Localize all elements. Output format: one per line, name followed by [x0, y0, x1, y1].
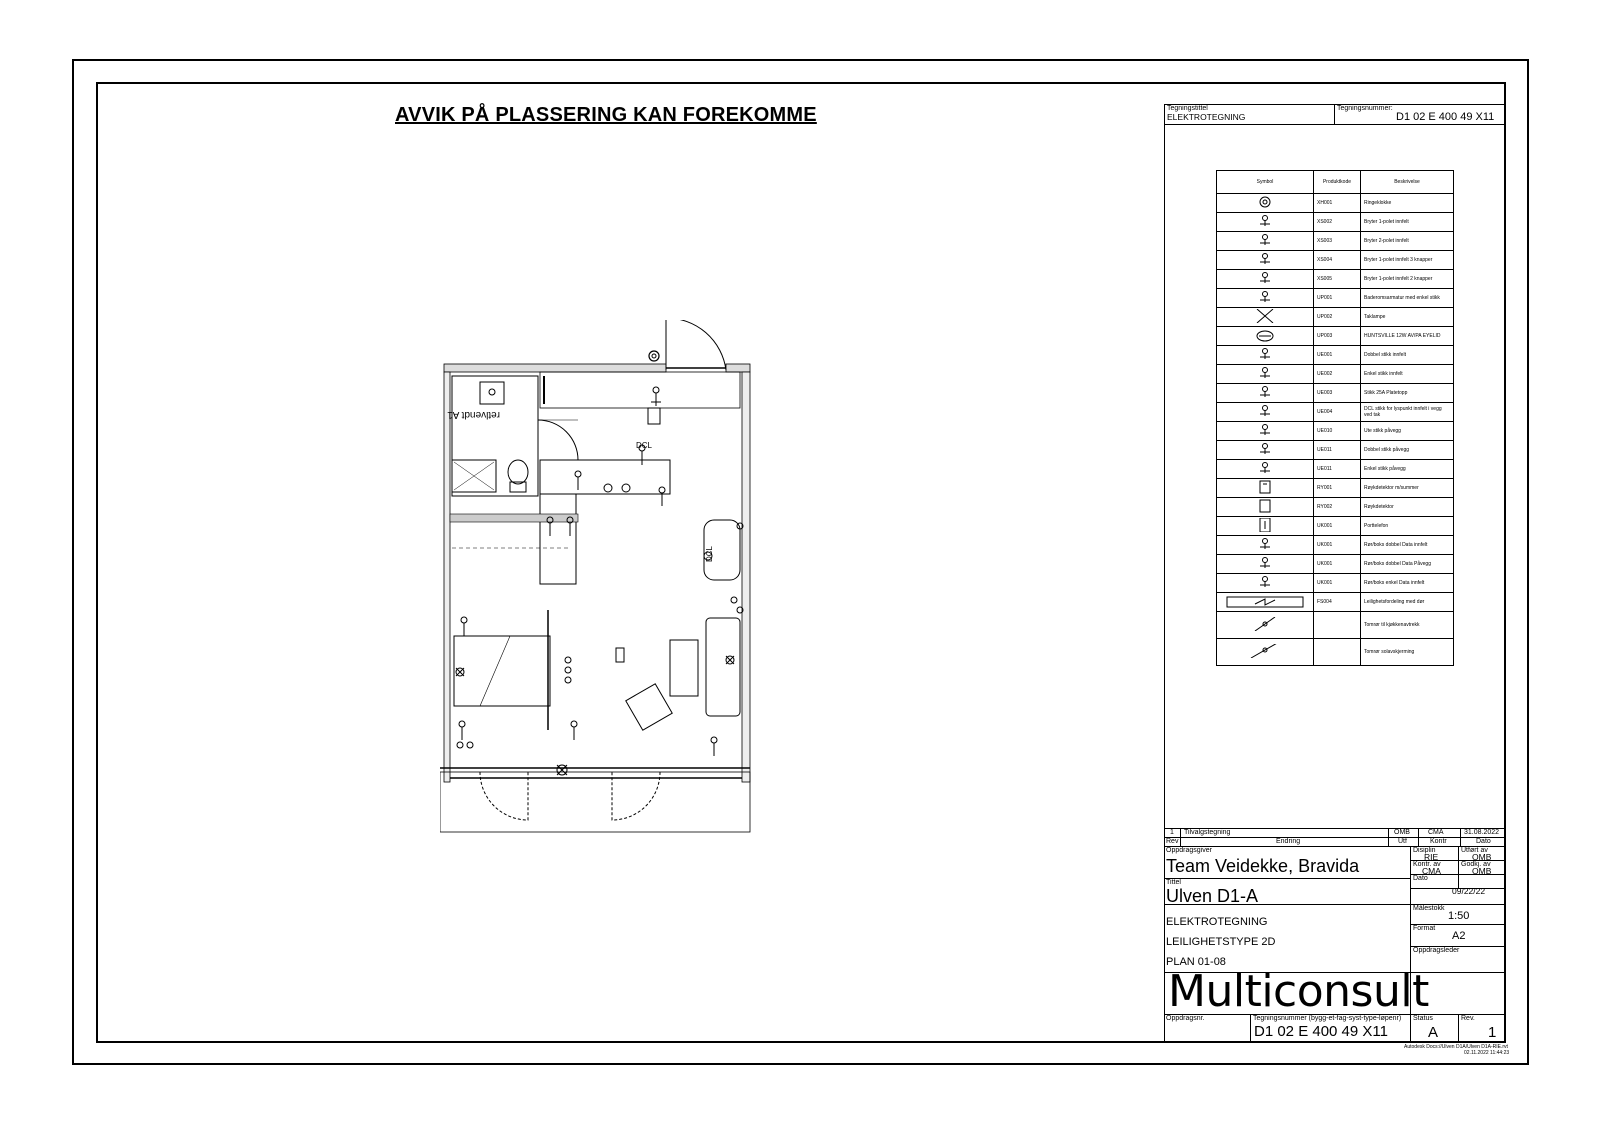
status: A	[1428, 1024, 1439, 1041]
legend-row	[1217, 194, 1454, 213]
checked-label: Kontr. av	[1413, 861, 1441, 868]
revision-number: 1	[1170, 829, 1174, 836]
multiconsult-logo: Multiconsult	[1168, 966, 1429, 1017]
legend-code: UE003	[1314, 384, 1361, 403]
wall-top-right	[726, 364, 750, 372]
toilet	[508, 460, 528, 484]
drawing-title: ELEKTROTEGNING	[1167, 112, 1246, 122]
legend-code: UP001	[1314, 289, 1361, 308]
dcl-label-living: DCL	[705, 545, 714, 562]
data-double-icon	[1217, 536, 1314, 555]
legend-row	[1217, 555, 1454, 574]
bathroom	[452, 376, 538, 496]
legend-description: Røykdetektor m/summer	[1361, 479, 1454, 498]
wall-left	[444, 372, 450, 782]
date-label: Dato	[1413, 875, 1428, 882]
legend-code: XS002	[1314, 213, 1361, 232]
legend-row	[1217, 517, 1454, 536]
legend-code	[1314, 639, 1361, 666]
legend-description: DCL stikk for lyspunkt innfelt i vegg ved tak	[1361, 403, 1454, 422]
legend-row	[1217, 232, 1454, 251]
smoke-detector-sounder-icon	[1217, 479, 1314, 498]
title-line-1: ELEKTROTEGNING	[1166, 916, 1268, 928]
legend-description: HUNTSVILLE 12W AV/PA EYELID	[1361, 327, 1454, 346]
legend-code: UK001	[1314, 555, 1361, 574]
assignment-label: Oppdragsnr.	[1166, 1015, 1205, 1022]
legend-description: Tomrør til kjøkkenavtrekk	[1361, 612, 1454, 639]
client-label: Oppdragsgiver	[1166, 847, 1212, 854]
kontr-header: Kontr	[1430, 838, 1447, 845]
distribution-board-icon	[1217, 593, 1314, 612]
legend-code: UE001	[1314, 346, 1361, 365]
legend-code: UE002	[1314, 365, 1361, 384]
legend-row	[1217, 213, 1454, 232]
coffee-table	[670, 640, 698, 696]
legend-header-row	[1217, 171, 1454, 194]
ceiling-lamp-icon	[1217, 308, 1314, 327]
outer-wall	[448, 368, 748, 778]
drawing-number: D1 02 E 400 49 X11	[1254, 1023, 1388, 1040]
legend-row	[1217, 612, 1454, 639]
legend-description: Taklampe	[1361, 308, 1454, 327]
smoke-detector-icon	[1217, 498, 1314, 517]
legend-row	[1217, 365, 1454, 384]
dcl-label-kitchen: DCL	[636, 441, 653, 450]
drawing-number-header: D1 02 E 400 49 X11	[1396, 111, 1495, 123]
outlet-surface-icon	[1217, 422, 1314, 441]
legend-row	[1217, 460, 1454, 479]
legend-code: UP003	[1314, 327, 1361, 346]
scale-label: Målestokk	[1413, 905, 1445, 912]
legend-code: FS004	[1314, 593, 1361, 612]
legend-description: Baderomsarmatur med enkel stikk	[1361, 289, 1454, 308]
legend-row	[1217, 441, 1454, 460]
legend-code: RY002	[1314, 498, 1361, 517]
title-line-2: LEILIGHETSTYPE 2D	[1166, 936, 1276, 948]
switch-2-pole-icon	[1217, 232, 1314, 251]
entrance-door-arc	[666, 320, 726, 370]
wardrobe	[540, 372, 740, 408]
legend-code: UK001	[1314, 536, 1361, 555]
legend-row	[1217, 270, 1454, 289]
file-path: Autodesk Docs://Ulven D1A/Ulven D1A-RIE.rvt	[1404, 1044, 1508, 1050]
status-label: Status	[1413, 1015, 1433, 1022]
legend-description: Stikk 25A Platetopp	[1361, 384, 1454, 403]
single-outlet-surface-icon	[1217, 460, 1314, 479]
file-date: 02.11.2022 11:44:23	[1464, 1050, 1510, 1056]
legend-description: Ringeklokke	[1361, 194, 1454, 213]
legend-table	[1216, 170, 1454, 666]
wall-top-left	[444, 364, 666, 372]
legend-description: Bryter 2-polet innfelt	[1361, 232, 1454, 251]
format-label: Format	[1413, 925, 1436, 932]
balcony-door-left	[480, 772, 528, 820]
title-line-3: PLAN 01-08	[1166, 956, 1226, 968]
legend-row	[1217, 289, 1454, 308]
approved: OMB	[1472, 866, 1492, 876]
outdoor-light-icon	[1217, 327, 1314, 346]
rev: 1	[1488, 1024, 1497, 1041]
switch-2-buttons-icon	[1217, 270, 1314, 289]
utf-header: Utf	[1398, 838, 1407, 845]
revision-date: 31.08.2022	[1464, 829, 1500, 836]
legend-row	[1217, 384, 1454, 403]
dato-header: Dato	[1476, 838, 1491, 845]
legend-description: Leilighetsfordeling med dør	[1361, 593, 1454, 612]
legend-description: Enkel stikk innfelt	[1361, 365, 1454, 384]
wall-right	[742, 372, 750, 782]
legend-col-description: Beskrivelse	[1361, 171, 1454, 194]
discipline: RIE	[1424, 852, 1439, 862]
legend-description: Bryter 1-polet innfelt	[1361, 213, 1454, 232]
legend-row	[1217, 346, 1454, 365]
legend-description: Rør/boks dobbel Data Påvegg	[1361, 555, 1454, 574]
legend-row	[1217, 536, 1454, 555]
legend-code: UE010	[1314, 422, 1361, 441]
double-outlet-icon	[1217, 346, 1314, 365]
sofa	[706, 618, 740, 716]
legend-code: UK001	[1314, 574, 1361, 593]
legend-code: XS003	[1314, 232, 1361, 251]
bed	[454, 636, 550, 706]
doorbell-inner	[652, 354, 656, 358]
legend-code: XS005	[1314, 270, 1361, 289]
rev-header: Rev	[1166, 838, 1179, 845]
bedroom-wall	[450, 514, 578, 522]
doorbell-icon	[1217, 194, 1314, 213]
legend-description: Bryter 1-polet innfelt 3 knapper	[1361, 251, 1454, 270]
legend-row	[1217, 479, 1454, 498]
project-title: Ulven D1-A	[1166, 886, 1259, 906]
data-double-surface-icon	[1217, 555, 1314, 574]
title-label: Tittel	[1166, 879, 1181, 886]
legend-row	[1217, 639, 1454, 666]
data-single-icon	[1217, 574, 1314, 593]
bathroom-door-arc	[538, 420, 578, 460]
legend-description: Bryter 1-polet innfelt 2 knapper	[1361, 270, 1454, 289]
conduit-shading-icon	[1217, 639, 1314, 666]
legend-row	[1217, 403, 1454, 422]
legend-description: Dobbel stikk innfelt	[1361, 346, 1454, 365]
legend-code: XS004	[1314, 251, 1361, 270]
stove-outlet-icon	[1217, 384, 1314, 403]
checked: CMA	[1422, 866, 1441, 876]
legend-code: UE011	[1314, 460, 1361, 479]
balcony-door-right	[612, 772, 660, 820]
rev-label: Rev.	[1461, 1015, 1475, 1022]
legend-description: Tomrør solavskjerming	[1361, 639, 1454, 666]
legend-row	[1217, 327, 1454, 346]
revision-utf: OMB	[1394, 829, 1410, 836]
executed-label: Utført av	[1461, 847, 1488, 854]
dcl-outlet-icon	[1217, 403, 1314, 422]
double-outlet-surface-icon	[1217, 441, 1314, 460]
legend-row	[1217, 422, 1454, 441]
legend-row	[1217, 498, 1454, 517]
conduit-ventilator-icon	[1217, 612, 1314, 639]
balcony	[440, 772, 750, 832]
revision-kontr: CMA	[1428, 829, 1444, 836]
date: 09/22/22	[1452, 886, 1486, 896]
approved-label: Godkj. av	[1461, 861, 1491, 868]
revision-change: Tilvalgstegning	[1184, 829, 1231, 836]
kitchen-counter	[540, 460, 670, 494]
legend-description: Rør/boks enkel Data innfelt	[1361, 574, 1454, 593]
legend-description: Rør/boks dobbel Data innfelt	[1361, 536, 1454, 555]
discipline-label: Disiplin	[1413, 847, 1436, 854]
chair	[626, 684, 672, 730]
electrical-symbols	[456, 387, 743, 775]
legend-row	[1217, 251, 1454, 270]
legend-description: Ute stikk påvegg	[1361, 422, 1454, 441]
executed: OMB	[1472, 852, 1492, 862]
scale: 1:50	[1448, 910, 1470, 922]
project-manager-label: Oppdragsleder	[1413, 947, 1460, 954]
legend-row	[1217, 574, 1454, 593]
switch-1-pole-icon	[1217, 213, 1314, 232]
washbasin	[480, 382, 504, 404]
drawing-title-label: Tegningstittel	[1167, 105, 1208, 112]
number-label: Tegningsnummer (bygg-et-fag-syst-type-løpenr)	[1253, 1015, 1402, 1022]
legend-code: RY001	[1314, 479, 1361, 498]
single-outlet-icon	[1217, 365, 1314, 384]
shower-lines	[454, 462, 494, 490]
drawing-number-label: Tegningsnummer:	[1337, 105, 1393, 112]
legend-code	[1314, 612, 1361, 639]
client-name: Team Veidekke, Bravida	[1166, 856, 1360, 876]
legend-description: Røykdetektor	[1361, 498, 1454, 517]
kitchen-island	[540, 494, 576, 584]
washbasin-drain	[489, 389, 495, 395]
door-phone-icon	[1217, 517, 1314, 536]
room-label: retlvendt A1	[447, 409, 500, 420]
legend-col-symbol: Symbol	[1217, 171, 1314, 194]
switch-3-buttons-icon	[1217, 251, 1314, 270]
bathroom-fixture-icon	[1217, 289, 1314, 308]
legend-code: XH001	[1314, 194, 1361, 213]
legend-code: UK001	[1314, 517, 1361, 536]
floor-plan	[440, 320, 770, 860]
legend-code: UE011	[1314, 441, 1361, 460]
legend-description: Enkel stikk påvegg	[1361, 460, 1454, 479]
legend-col-code: Produktkode	[1314, 171, 1361, 194]
change-header: Endring	[1276, 838, 1301, 845]
legend-row	[1217, 308, 1454, 327]
format: A2	[1452, 930, 1466, 942]
legend-row	[1217, 593, 1454, 612]
legend-description: Dobbel stikk påvegg	[1361, 441, 1454, 460]
legend-code: UP002	[1314, 308, 1361, 327]
doorbell-symbol	[649, 351, 659, 361]
legend-code: UE004	[1314, 403, 1361, 422]
warning-title: AVVIK PÅ PLASSERING KAN FOREKOMME	[395, 104, 817, 126]
legend-description: Porttelefon	[1361, 517, 1454, 536]
